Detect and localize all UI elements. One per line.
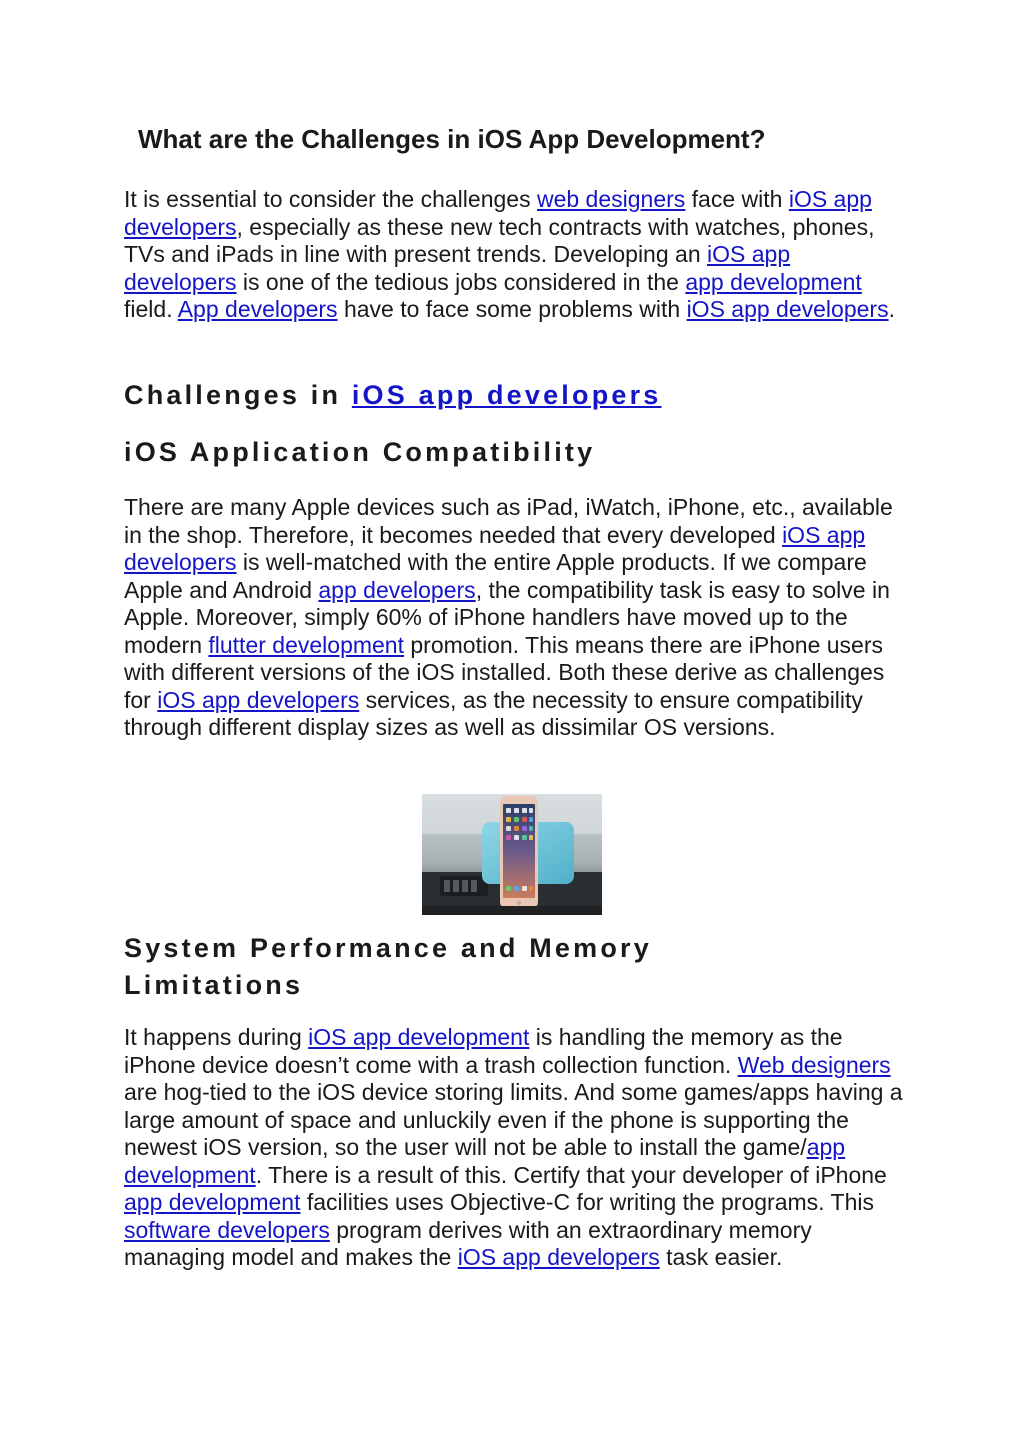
link-ios-app-development[interactable]: iOS app development [308,1024,530,1050]
link-ios-app-developers[interactable]: iOS app developers [686,296,889,322]
link-app-development[interactable]: app development [124,1134,846,1188]
intro-paragraph: It is essential to consider the challenges web designers face with iOS app developers, especially as these new tech contracts with watches, phones, TVs and iPads in line with present trends. Developing an iOS app developers is one of the tedious jobs considered in the app development field. App developers have to face some problems with iOS app developers. [124,186,895,322]
link-ios-app-developers[interactable]: iOS app developers [157,686,360,713]
compatibility-paragraph: There are many Apple devices such as iPad, iWatch, iPhone, etc., available in the shop. Therefore, it becomes needed that every developed iOS app developers is well-matched with the entire Apple products. If we compare Apple and Android app developers, the compatibility task is easy to solve in Apple. Moreover, simply 60% of iPhone handlers have moved up to the modern flutter development promotion. This means there are iPhone users with different versions of the iOS installed. Both these derive as challenges for iOS app developers services, as the necessity to ensure compatibility through different display sizes as well as dissimilar OS versions. [124,494,893,740]
link-web-designers[interactable]: Web designers [737,1051,891,1078]
link-app-development[interactable]: app development [685,268,862,295]
challenges-heading: Challenges in iOS app developers [124,380,662,410]
link-app-developers[interactable]: App developers [177,296,338,322]
link-web-designers[interactable]: web designers [536,186,686,212]
iphone-in-car-photo [422,794,602,915]
page-title: What are the Challenges in iOS App Development? [138,124,766,154]
link-app-development[interactable]: app development [124,1189,301,1215]
link-flutter-development[interactable]: flutter development [208,631,404,658]
link-ios-app-developers[interactable]: iOS app developers [124,241,791,295]
link-ios-app-developers-heading[interactable]: iOS app developers [351,380,662,410]
performance-heading: System Performance and Memory Limitations [124,933,652,1000]
link-ios-app-developers[interactable]: iOS app developers [457,1244,660,1270]
compatibility-heading: iOS Application Compatibility [124,437,596,467]
link-app-developers[interactable]: app developers [318,576,476,603]
link-software-developers[interactable]: software developers [124,1216,330,1243]
link-ios-app-developers[interactable]: iOS app developers [124,521,866,575]
performance-paragraph: It happens during iOS app development is handling the memory as the iPhone device doesn’t come with a trash collection function. Web designers are hog-tied to the iOS device storing limits. And some games/apps having a large amount of space and unluckily even if the phone is supporting the newest iOS version, so the user will not be able to install the game/app development. There is a result of this. Certify that your developer of iPhone app development facilities uses Objective-C for writing the programs. This software developers program derives with an extraordinary memory managing model and makes the iOS app developers task easier. [124,1024,903,1270]
link-ios-app-developers[interactable]: iOS app developers [124,186,872,240]
